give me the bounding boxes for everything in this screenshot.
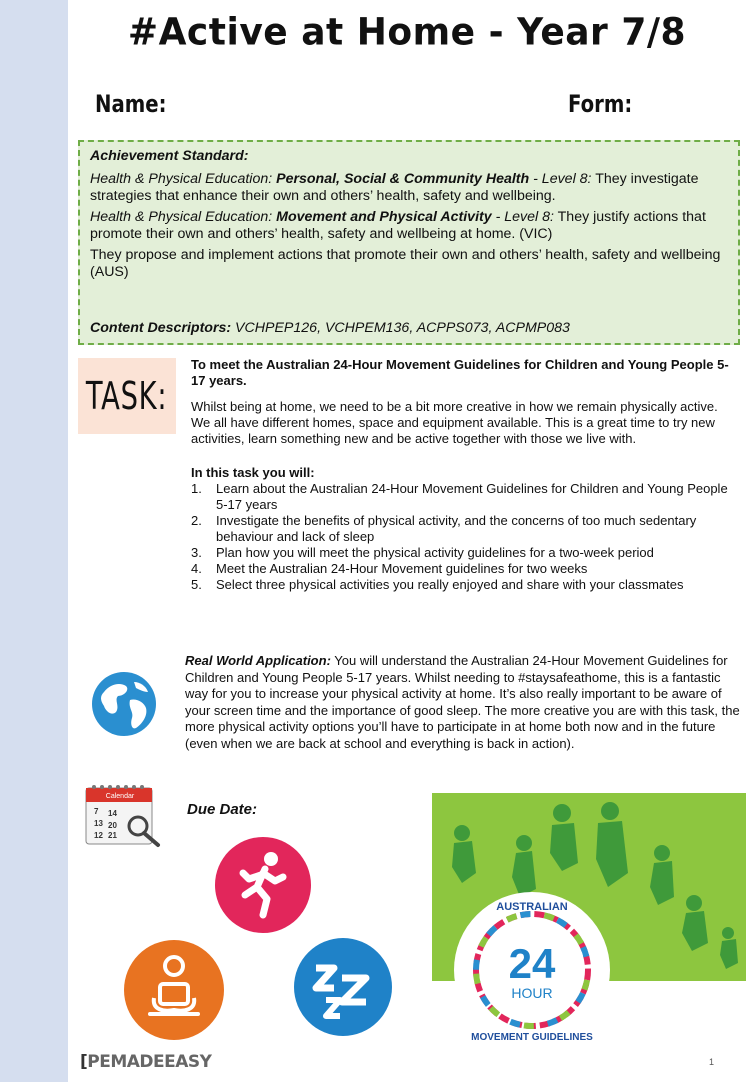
real-world-text: You will understand the Australian 24-Hour Movement Guidelines for Children and Young People 5-17 years. Whilst needing to #staysafeathome, this is a fantastic way for you to increase your physical activity at home. It’s also really important to be aware of your screen time and the importance of good sleep. The more creative you are with this task, the more physical activity options you’ll have to participate in at home both now and in the future (even when we are back at school and everything is back in action). xyxy=(185,653,740,751)
standard-1-level: - Level 8: xyxy=(529,171,592,187)
form-label: Form: xyxy=(568,90,633,118)
standard-paragraph-2 xyxy=(90,209,728,243)
running-activity-icon xyxy=(215,837,311,933)
24-hour-guidelines-logo xyxy=(452,890,612,1050)
page-title: #Active at Home - Year 7/8 xyxy=(127,10,687,55)
standard-paragraph-1 xyxy=(90,171,728,205)
calendar-day: 7 xyxy=(94,807,99,816)
list-item-text: Select three physical activities you really enjoyed and share with your classmates xyxy=(216,577,684,592)
list-item-text: Meet the Australian 24-Hour Movement guidelines for two weeks xyxy=(216,561,588,576)
standard-2-text: They justify actions that promote their own and others’ health, safety and wellbeing at home. (VIC) xyxy=(90,209,706,242)
task-lead: To meet the Australian 24-Hour Movement Guidelines for Children and Young People 5-17 years. xyxy=(191,357,729,388)
list-item-text: Investigate the benefits of physical activity, and the concerns of too much sedentary behaviour and lack of sleep xyxy=(216,513,697,544)
standard-1-prefix: Health & Physical Education: xyxy=(90,171,277,187)
content-descriptors xyxy=(90,320,570,337)
task-list xyxy=(191,481,739,593)
standard-2-prefix: Health & Physical Education: xyxy=(90,209,277,225)
real-world-application xyxy=(185,653,741,752)
due-date-label: Due Date: xyxy=(187,801,258,818)
list-item-number: 5. xyxy=(191,577,202,592)
globe-icon xyxy=(90,670,158,738)
task-paragraph: Whilst being at home, we need to be a bit more creative in how we remain physically active. We all have different homes, space and equipment available. This is a great time to try new activities, learn something new and be active together with those we live with. xyxy=(191,399,718,446)
logo-24-number: 24 xyxy=(508,940,556,987)
list-item xyxy=(191,481,739,513)
list-item xyxy=(191,513,739,545)
footer-logo-text: PEMADEEASY xyxy=(87,1052,212,1072)
worksheet-page xyxy=(68,0,746,1082)
list-item-number: 1. xyxy=(191,481,202,496)
list-item-number: 2. xyxy=(191,513,202,528)
achievement-standard-box xyxy=(78,140,740,345)
standard-1-strand: Personal, Social & Community Health xyxy=(276,171,530,187)
list-item-text: Learn about the Australian 24-Hour Movement Guidelines for Children and Young People 5-17 years xyxy=(216,481,728,512)
name-label: Name: xyxy=(95,90,167,118)
task-list-intro: In this task you will: xyxy=(191,465,315,480)
real-world-label: Real World Application: xyxy=(185,653,331,668)
page-number: 1 xyxy=(709,1057,715,1067)
task-badge xyxy=(78,358,176,434)
list-item xyxy=(191,545,739,561)
list-item xyxy=(191,577,739,593)
zzz-icon xyxy=(294,938,392,1036)
calendar-icon xyxy=(80,782,162,848)
content-descriptors-codes: VCHPEP126, VCHPEM136, ACPPS073, ACPMP083 xyxy=(231,320,570,336)
logo-top-text: AUSTRALIAN xyxy=(496,901,568,913)
task-badge-text: TASK: xyxy=(86,374,168,418)
logo-hour: HOUR xyxy=(511,985,553,1001)
reading-activity-icon xyxy=(124,940,224,1040)
footer-logo-bracket: [ xyxy=(80,1052,88,1072)
calendar-day: 12 xyxy=(94,831,103,840)
logo-bottom-text: MOVEMENT GUIDELINES xyxy=(471,1032,593,1043)
sleep-icon xyxy=(294,938,392,1036)
reading-figure-icon xyxy=(124,940,224,1040)
calendar-day: 20 xyxy=(108,821,117,830)
list-item-number: 4. xyxy=(191,561,202,576)
pemadeeasy-logo xyxy=(80,1052,211,1072)
calendar-day: 21 xyxy=(108,831,117,840)
calendar-header: Calendar xyxy=(105,793,135,800)
list-item-text: Plan how you will meet the physical activity guidelines for a two-week period xyxy=(216,545,654,560)
standard-2-level: - Level 8: xyxy=(491,209,554,225)
standard-2-strand: Movement and Physical Activity xyxy=(276,209,492,225)
content-descriptors-label: Content Descriptors: xyxy=(90,320,232,336)
list-item xyxy=(191,561,739,577)
left-margin-band xyxy=(0,0,68,1082)
list-item-number: 3. xyxy=(191,545,202,560)
standard-paragraph-3: They propose and implement actions that promote their own and others’ health, safety and wellbeing (AUS) xyxy=(90,247,721,280)
calendar-day: 14 xyxy=(108,809,117,818)
task-description xyxy=(191,357,739,593)
calendar-day: 13 xyxy=(94,819,103,828)
running-figure-icon xyxy=(215,837,311,933)
achievement-standard-heading: Achievement Standard: xyxy=(90,148,249,164)
standard-1-text: They investigate strategies that enhance their own and others’ health, safety and wellbeing. xyxy=(90,171,699,204)
